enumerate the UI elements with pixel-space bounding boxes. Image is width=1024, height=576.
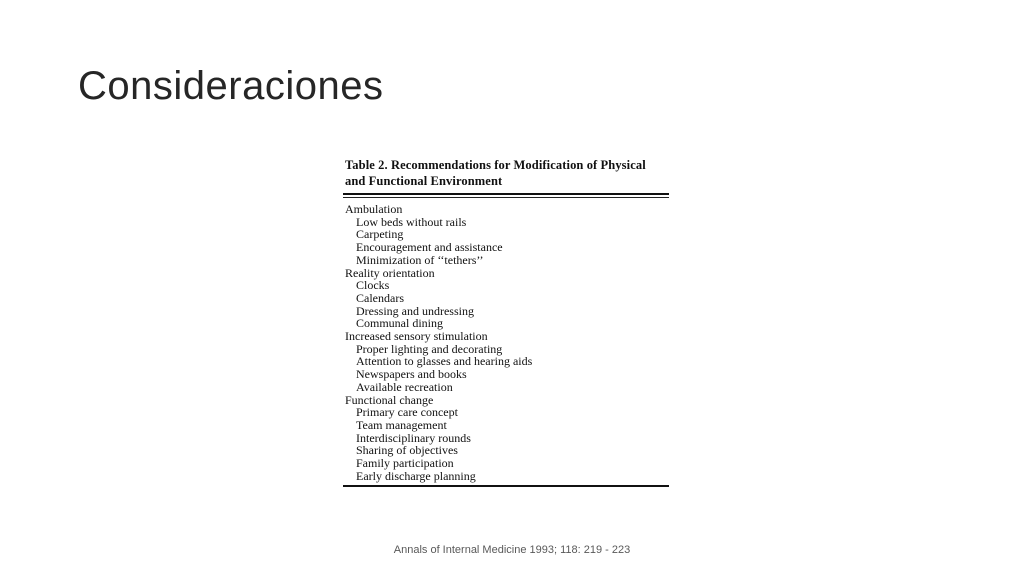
table-header-rule (343, 197, 669, 198)
table-caption-line: Table 2. Recommendations for Modification of Physical (345, 158, 646, 172)
group-item: Low beds without rails (356, 214, 467, 229)
group-item: Available recreation (356, 379, 453, 394)
group-header: Increased sensory stimulation (345, 329, 488, 344)
group-item: Dressing and undressing (356, 303, 474, 318)
table-bottom-rule (343, 485, 669, 487)
group-item: Family participation (356, 456, 454, 471)
group-item: Minimization of ‘‘tethers’’ (356, 252, 484, 267)
group-item: Clocks (356, 278, 390, 293)
group-item: Attention to glasses and hearing aids (356, 354, 533, 369)
group-item: Early discharge planning (356, 468, 476, 483)
table-group-sensory-stimulation (345, 330, 669, 394)
group-item: Interdisciplinary rounds (356, 430, 471, 445)
group-item: Sharing of objectives (356, 443, 458, 458)
group-item: Team management (356, 417, 447, 432)
group-item: Newspapers and books (356, 367, 467, 382)
table-body (343, 203, 669, 482)
table-group-functional-change (345, 394, 669, 483)
group-item: Communal dining (356, 316, 443, 331)
group-item: Proper lighting and decorating (356, 341, 503, 356)
group-item: Carpeting (356, 227, 404, 242)
table-top-rule (343, 193, 669, 195)
citation: Annals of Internal Medicine 1993; 118: 219 - 223 (393, 544, 631, 556)
group-header: Ambulation (345, 202, 403, 216)
slide-title: Consideraciones (78, 64, 384, 108)
table-figure (343, 158, 669, 492)
group-item: Encouragement and assistance (356, 240, 503, 255)
table-group-ambulation (345, 203, 669, 267)
table-caption-line: and Functional Environment (345, 173, 503, 188)
group-header: Reality orientation (345, 265, 435, 280)
group-item: Primary care concept (356, 405, 458, 420)
table-caption (345, 158, 669, 189)
group-item: Calendars (356, 290, 404, 305)
table-group-reality-orientation (345, 267, 669, 331)
group-header: Functional change (345, 392, 434, 407)
